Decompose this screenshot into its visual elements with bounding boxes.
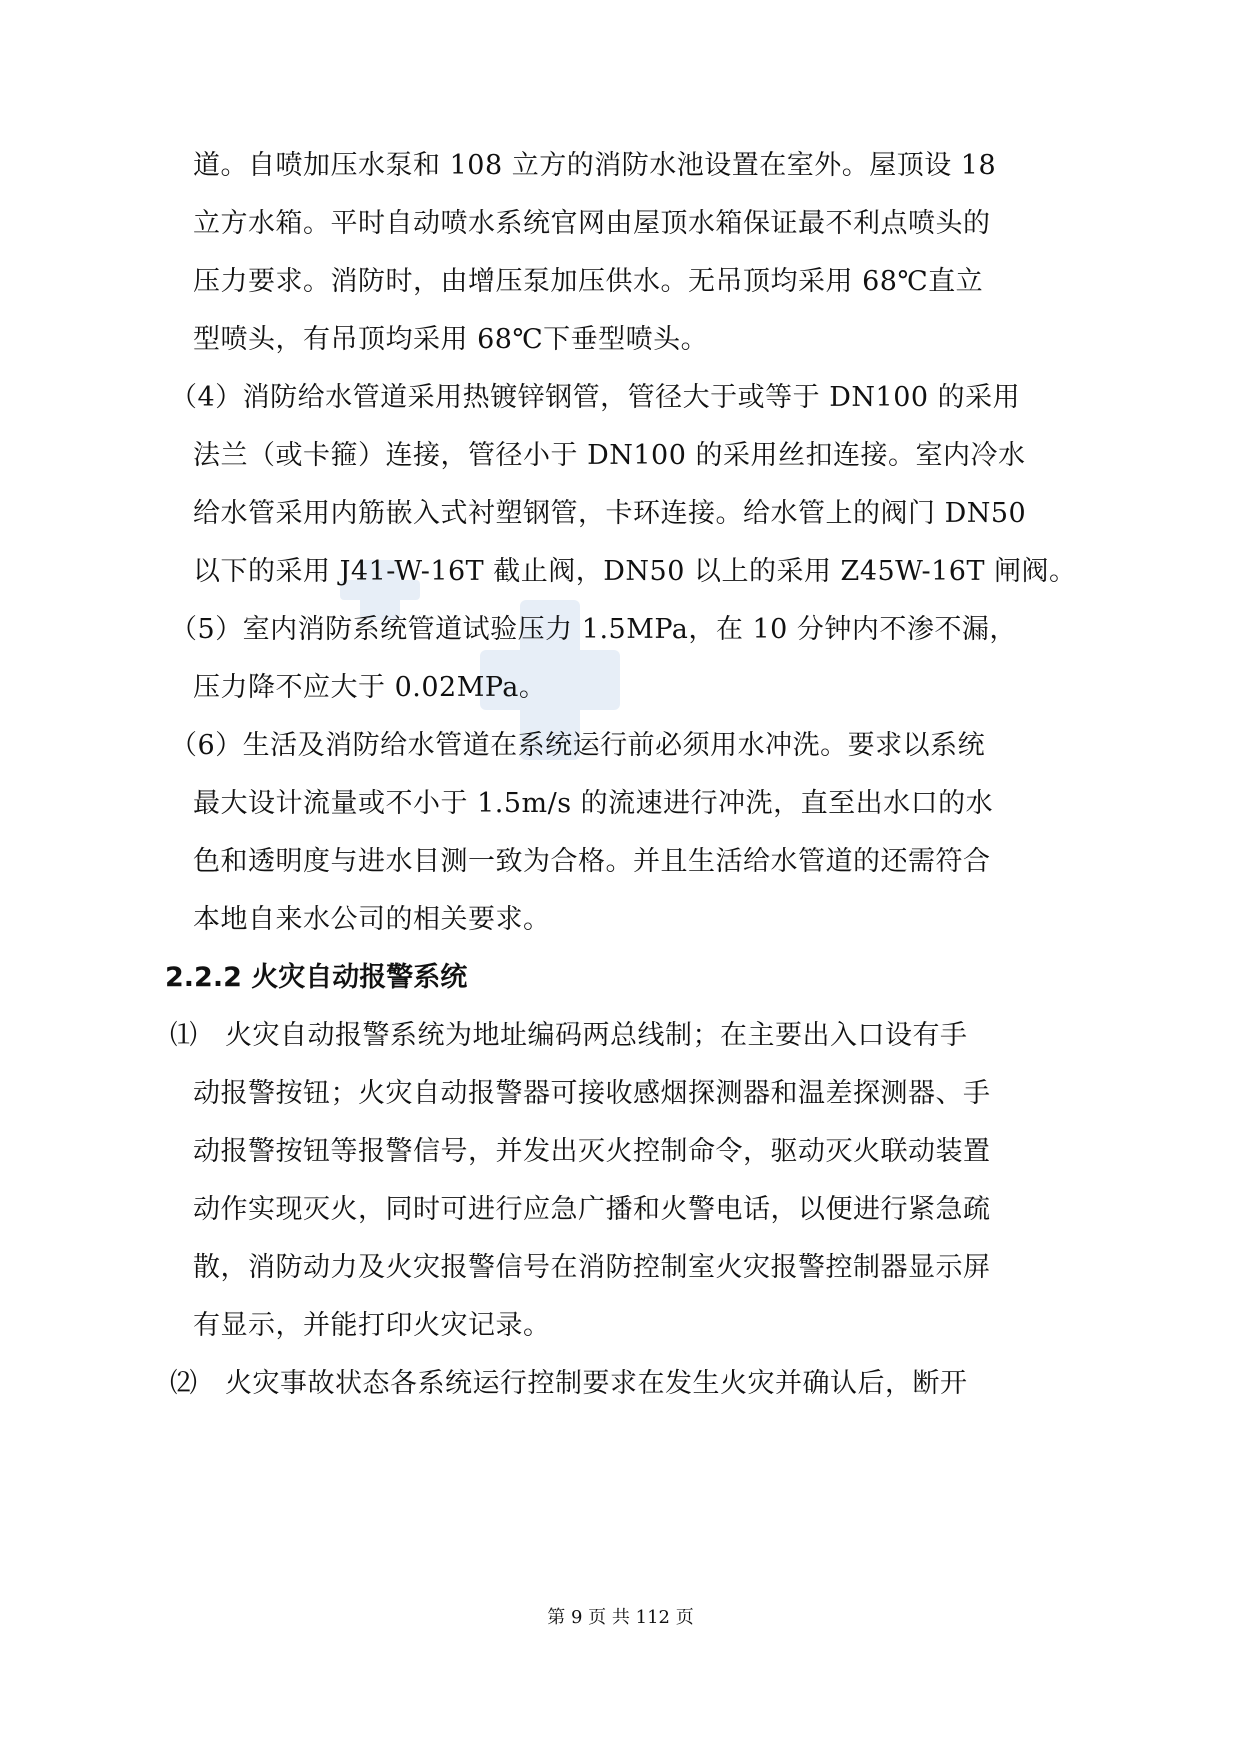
text-line: 法兰（或卡箍）连接，管径小于 DN100 的采用丝扣连接。室内冷水	[193, 440, 1026, 471]
text-line: 立方水箱。平时自动喷水系统官网由屋顶水箱保证最不利点喷头的	[193, 208, 991, 239]
text-line: （6）生活及消防给水管道在系统运行前必须用水冲洗。要求以系统	[170, 730, 986, 761]
text-line: 散，消防动力及火灾报警信号在消防控制室火灾报警控制器显示屏	[193, 1252, 991, 1283]
text-line: 型喷头，有吊顶均采用 68℃下垂型喷头。	[193, 324, 709, 355]
text-line: （5）室内消防系统管道试验压力 1.5MPa，在 10 分钟内不渗不漏，	[170, 614, 1017, 645]
text-line: 色和透明度与进水目测一致为合格。并且生活给水管道的还需符合	[193, 846, 991, 877]
text-line: 压力要求。消防时，由增压泵加压供水。无吊顶均采用 68℃直立	[193, 266, 984, 297]
text-line: 最大设计流量或不小于 1.5m/s 的流速进行冲洗，直至出水口的水	[193, 788, 994, 819]
text-line: 道。自喷加压水泵和 108 立方的消防水池设置在室外。屋顶设 18	[193, 150, 997, 181]
text-line: 以下的采用 J41-W-16T 截止阀，DN50 以上的采用 Z45W-16T 闸阀。	[193, 556, 1077, 587]
text-line: 压力降不应大于 0.02MPa。	[193, 672, 547, 703]
text-line: 动报警按钮；火灾自动报警器可接收感烟探测器和温差探测器、手	[193, 1078, 991, 1109]
text-line: ⑴ 火灾自动报警系统为地址编码两总线制；在主要出入口设有手	[170, 1020, 968, 1051]
text-line: 动作实现灭火，同时可进行应急广播和火警电话，以便进行紧急疏	[193, 1194, 991, 1225]
page-footer: 第 9 页 共 112 页	[547, 1607, 694, 1628]
text-line: ⑵ 火灾事故状态各系统运行控制要求在发生火灾并确认后，断开	[170, 1368, 968, 1399]
text-line: 给水管采用内筋嵌入式衬塑钢管，卡环连接。给水管上的阀门 DN50	[193, 498, 1027, 529]
section-heading: 2.2.2 火灾自动报警系统	[165, 962, 468, 993]
text-line: 动报警按钮等报警信号，并发出灭火控制命令，驱动灭火联动装置	[193, 1136, 991, 1167]
text-line: （4）消防给水管道采用热镀锌钢管，管径大于或等于 DN100 的采用	[170, 382, 1021, 413]
text-line: 本地自来水公司的相关要求。	[193, 904, 551, 935]
text-line: 有显示，并能打印火灾记录。	[193, 1310, 551, 1341]
